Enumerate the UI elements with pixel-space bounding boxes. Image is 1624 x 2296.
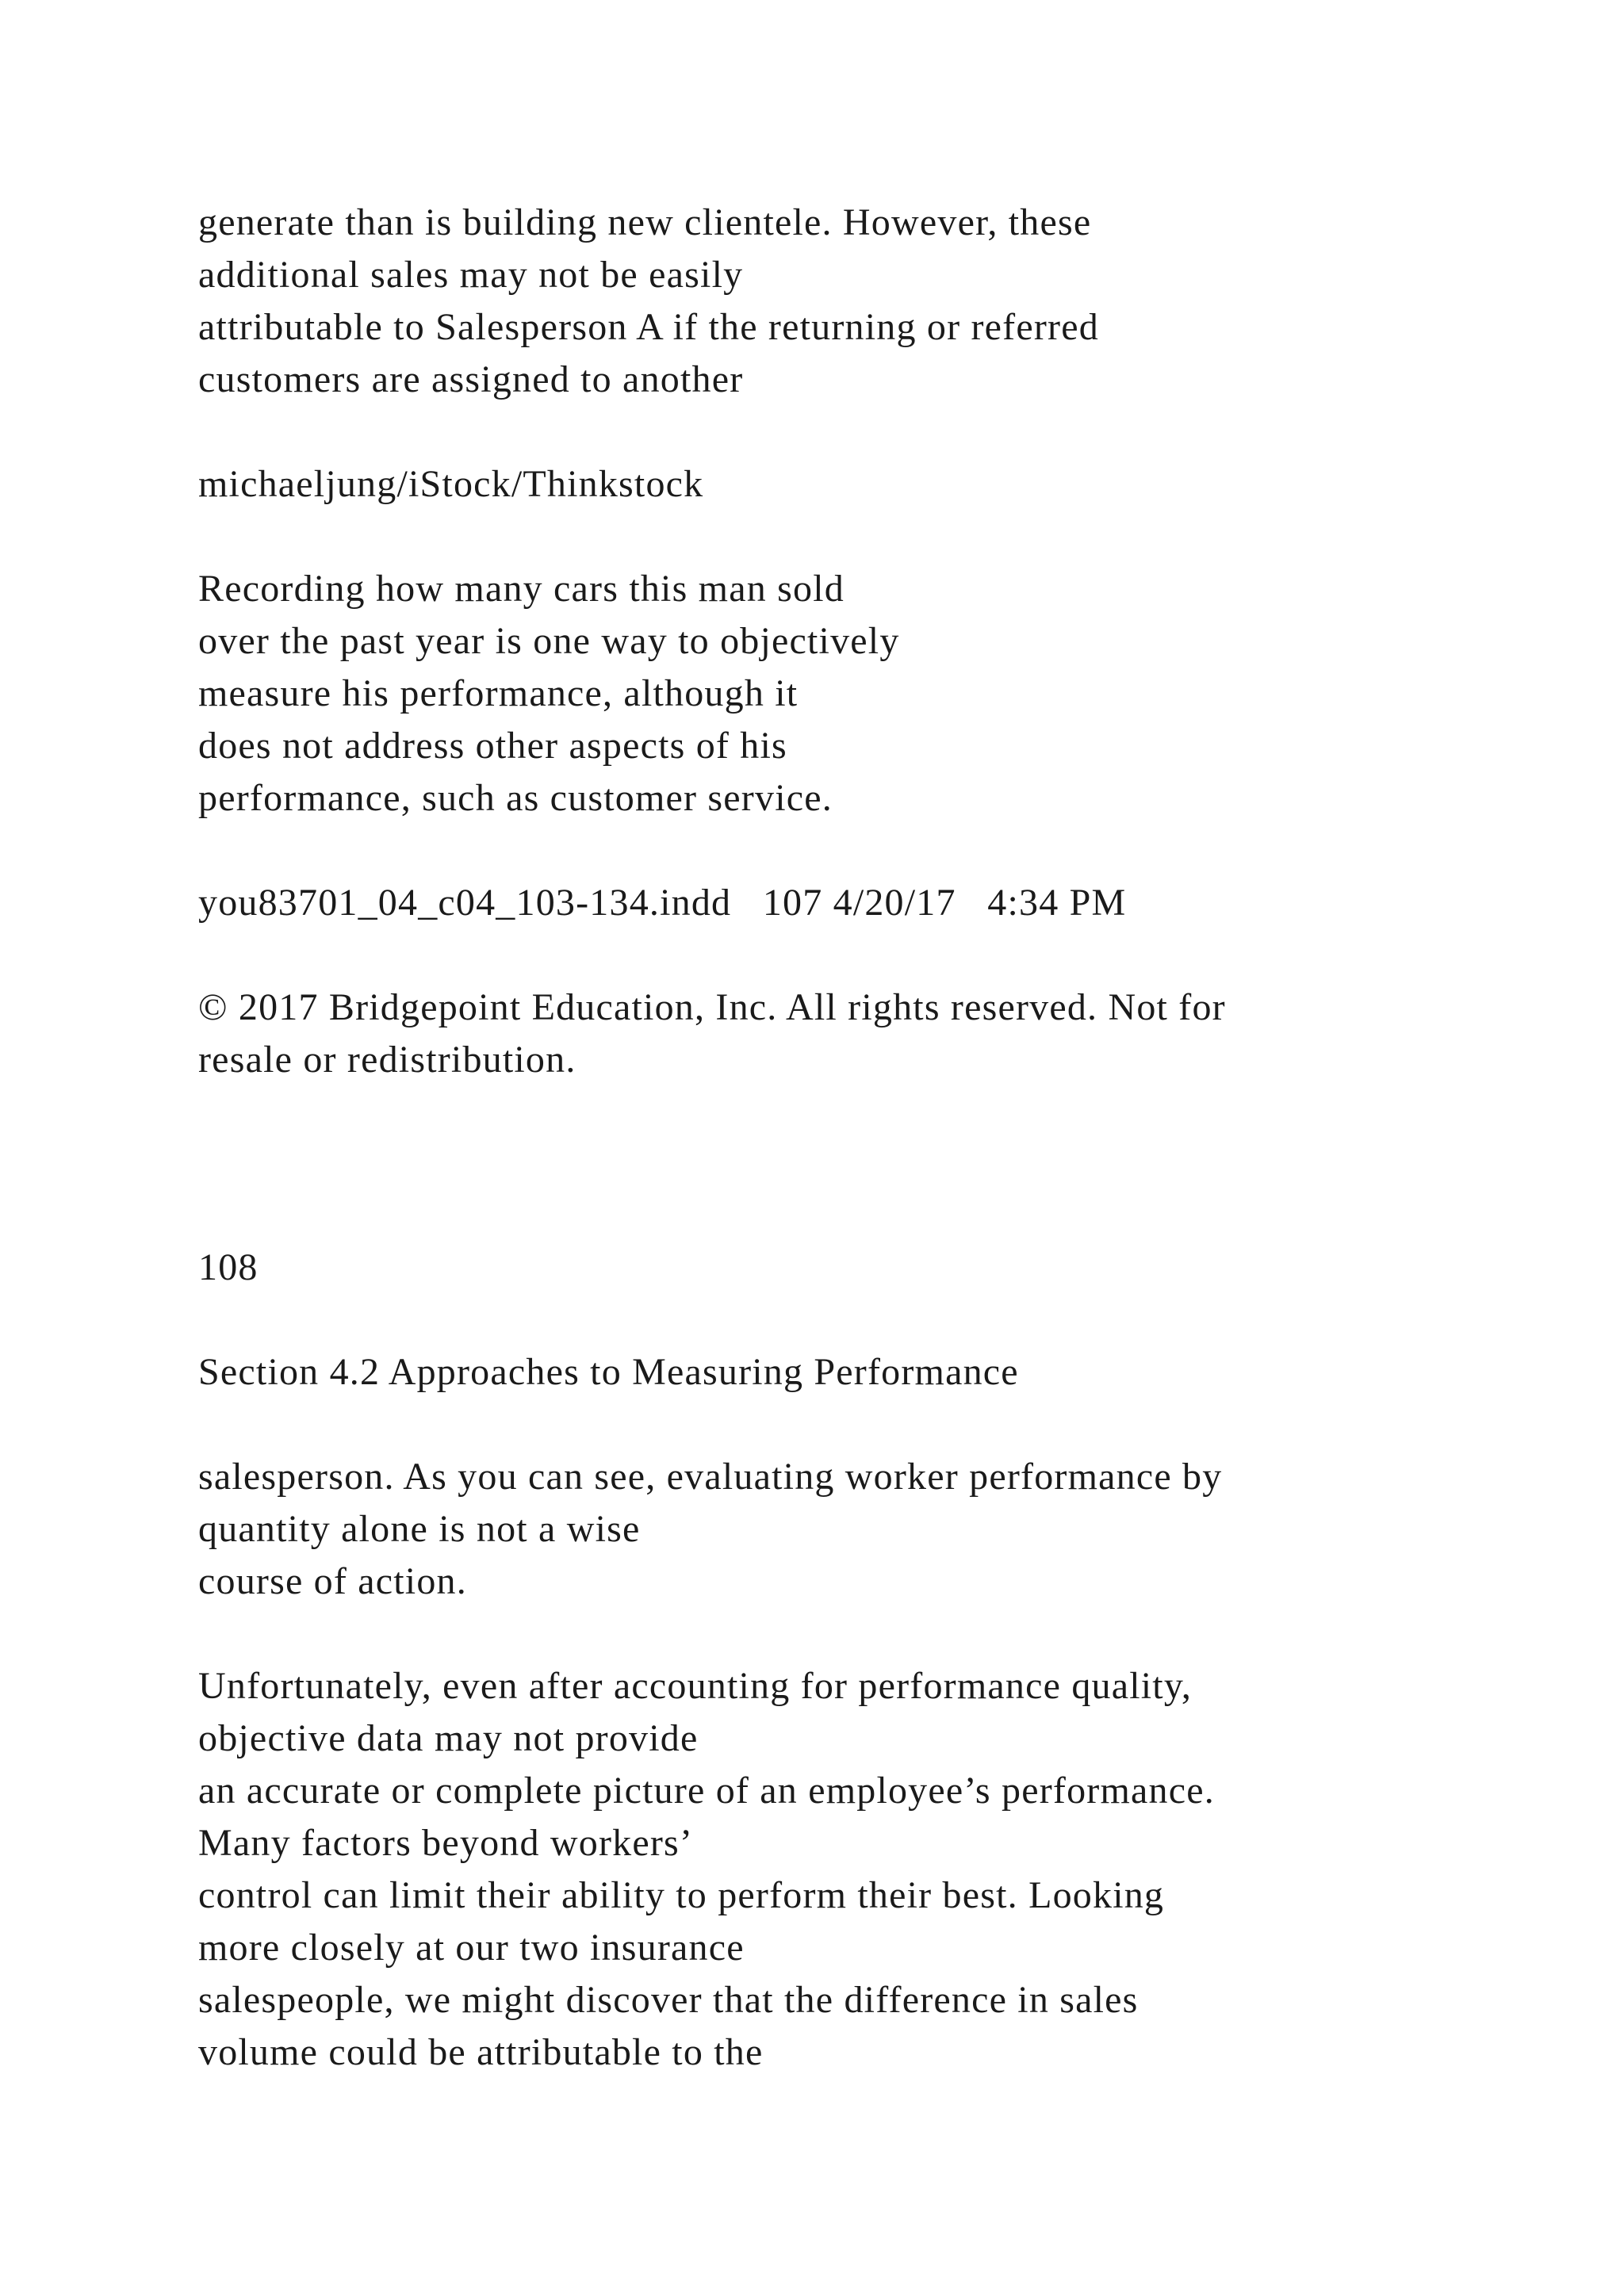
- text-line: volume could be attributable to the: [198, 2031, 764, 2073]
- text-line: control can limit their ability to perform their best. Looking: [198, 1874, 1165, 1916]
- caption-line: does not address other aspects of his: [198, 725, 787, 767]
- text-line: an accurate or complete picture of an employee’s performance.: [198, 1770, 1215, 1812]
- copyright-line: © 2017 Bridgepoint Education, Inc. All rights reserved. Not for: [198, 986, 1226, 1028]
- file-slug: you83701_04_c04_103-134.indd 107 4/20/17 4:34 PM: [198, 882, 1127, 924]
- text-line: salespeople, we might discover that the difference in sales: [198, 1979, 1139, 2021]
- copyright-line: resale or redistribution.: [198, 1039, 576, 1081]
- text-line: generate than is building new clientele. However, these: [198, 201, 1092, 243]
- photo-credit: michaeljung/iStock/Thinkstock: [198, 463, 704, 505]
- text-line: salesperson. As you can see, evaluating worker performance by: [198, 1456, 1223, 1498]
- text-line: Unfortunately, even after accounting for performance quality,: [198, 1665, 1193, 1707]
- text-line: attributable to Salesperson A if the returning or referred: [198, 306, 1099, 348]
- text-line: Many factors beyond workers’: [198, 1822, 694, 1864]
- text-line: customers are assigned to another: [198, 358, 744, 400]
- text-line: objective data may not provide: [198, 1717, 699, 1759]
- section-header: Section 4.2 Approaches to Measuring Performance: [198, 1351, 1019, 1393]
- caption-line: Recording how many cars this man sold: [198, 568, 845, 610]
- text-line: more closely at our two insurance: [198, 1927, 745, 1969]
- text-line: quantity alone is not a wise: [198, 1508, 641, 1550]
- caption-line: performance, such as customer service.: [198, 777, 833, 819]
- text-line: course of action.: [198, 1560, 467, 1602]
- page-number: 108: [198, 1246, 259, 1288]
- caption-line: over the past year is one way to objectively: [198, 620, 900, 662]
- caption-line: measure his performance, although it: [198, 672, 799, 714]
- text-line: additional sales may not be easily: [198, 254, 744, 296]
